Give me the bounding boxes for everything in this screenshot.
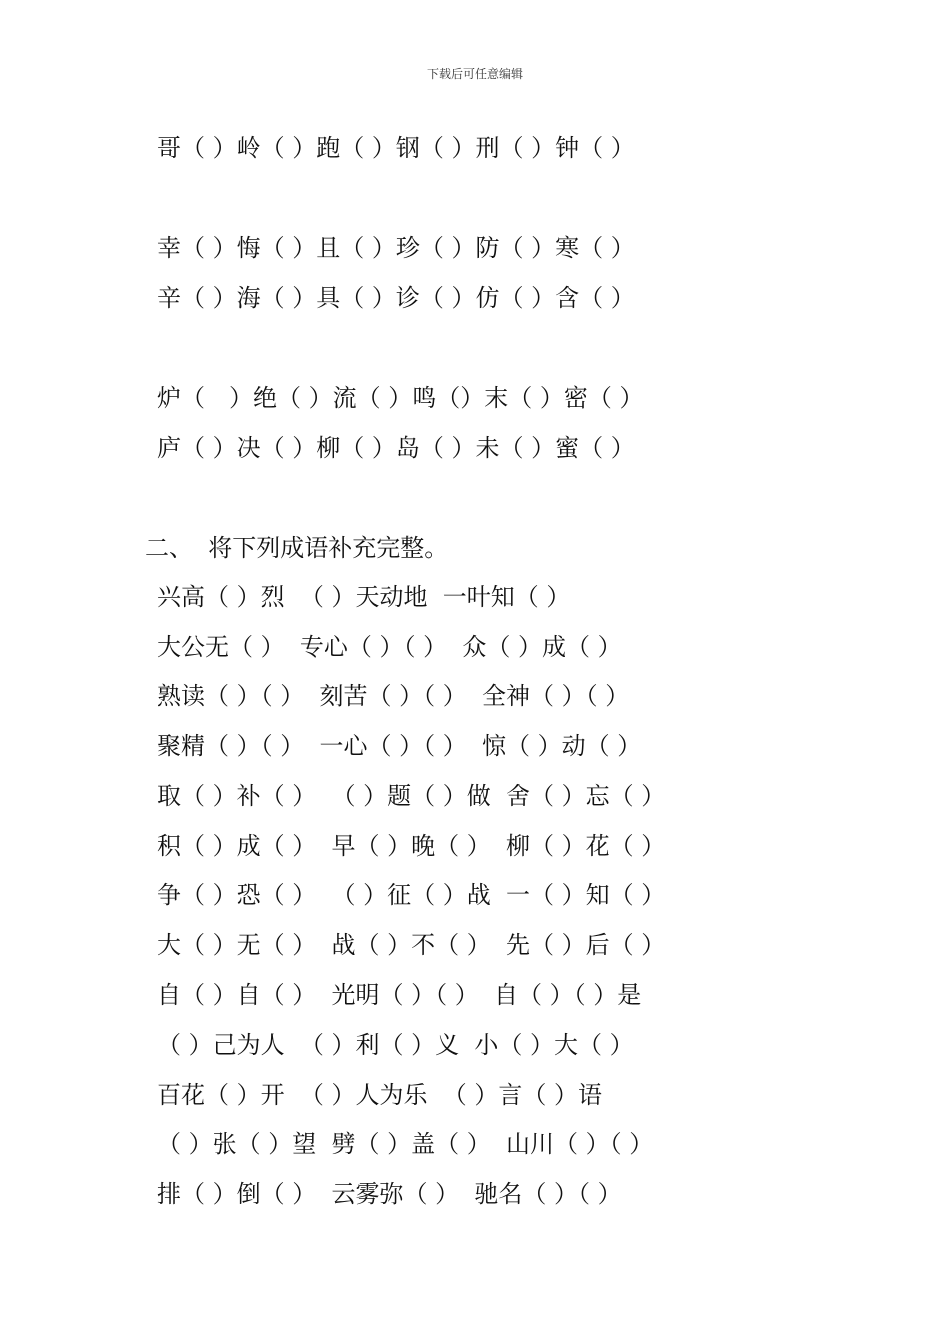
idiom-line: 积（ ）成（ ） 早（ ）晚（ ） 柳（ ）花（ ） (157, 832, 666, 860)
idiom-line: （ ）张（ ）望 劈（ ）盖（ ） 山川（ ）（ ） (157, 1130, 654, 1158)
idiom-line: （ ）己为人 （ ）利（ ）义 小（ ）大（ ） (157, 1031, 634, 1059)
idiom-line: 兴高（ ）烈 （ ）天动地 一叶知（ ） (157, 583, 571, 611)
page-header: 下载后可任意编辑 (426, 67, 523, 81)
section-2-title: 二、 将下列成语补充完整。 (145, 534, 449, 562)
char-row-3: 辛（ ）海（ ）具（ ）诊（ ）仿（ ）含（ ） (157, 284, 635, 312)
idiom-line: 大公无（ ） 专心（ ）（ ） 众（ ）成（ ） (157, 633, 622, 661)
char-row-1: 哥（ ）岭（ ）跑（ ）钢（ ）刑（ ）钟（ ） (157, 134, 635, 162)
char-row-2: 幸（ ）悔（ ）且（ ）珍（ ）防（ ）寒（ ） (157, 234, 635, 262)
char-row-5: 庐（ ）决（ ）柳（ ）岛（ ）未（ ）蜜（ ） (157, 434, 635, 462)
idiom-line: 百花（ ）开 （ ）人为乐 （ ）言（ ）语 (157, 1081, 603, 1109)
idiom-line: 熟读（ ）（ ） 刻苦（ ）（ ） 全神（ ）（ ） (157, 682, 630, 710)
idiom-line: 自（ ）自（ ） 光明（ ）（ ） 自（ ）（ ）是 (157, 981, 642, 1009)
char-row-4: 炉（ ）绝（ ）流（ ）鸣（）末（ ）密（ ） (157, 384, 644, 412)
idiom-line: 取（ ）补（ ） （ ）题（ ）做 舍（ ）忘（ ） (157, 782, 666, 810)
idiom-line: 大（ ）无（ ） 战（ ）不（ ） 先（ ）后（ ） (157, 931, 666, 959)
idiom-line: 争（ ）恐（ ） （ ）征（ ）战 一（ ）知（ ） (157, 881, 666, 909)
idiom-line: 聚精（ ）（ ） 一心（ ）（ ） 惊（ ）动（ ） (157, 732, 642, 760)
idiom-line: 排（ ）倒（ ） 云雾弥（ ） 驰名（ ）（ ） (157, 1180, 622, 1208)
